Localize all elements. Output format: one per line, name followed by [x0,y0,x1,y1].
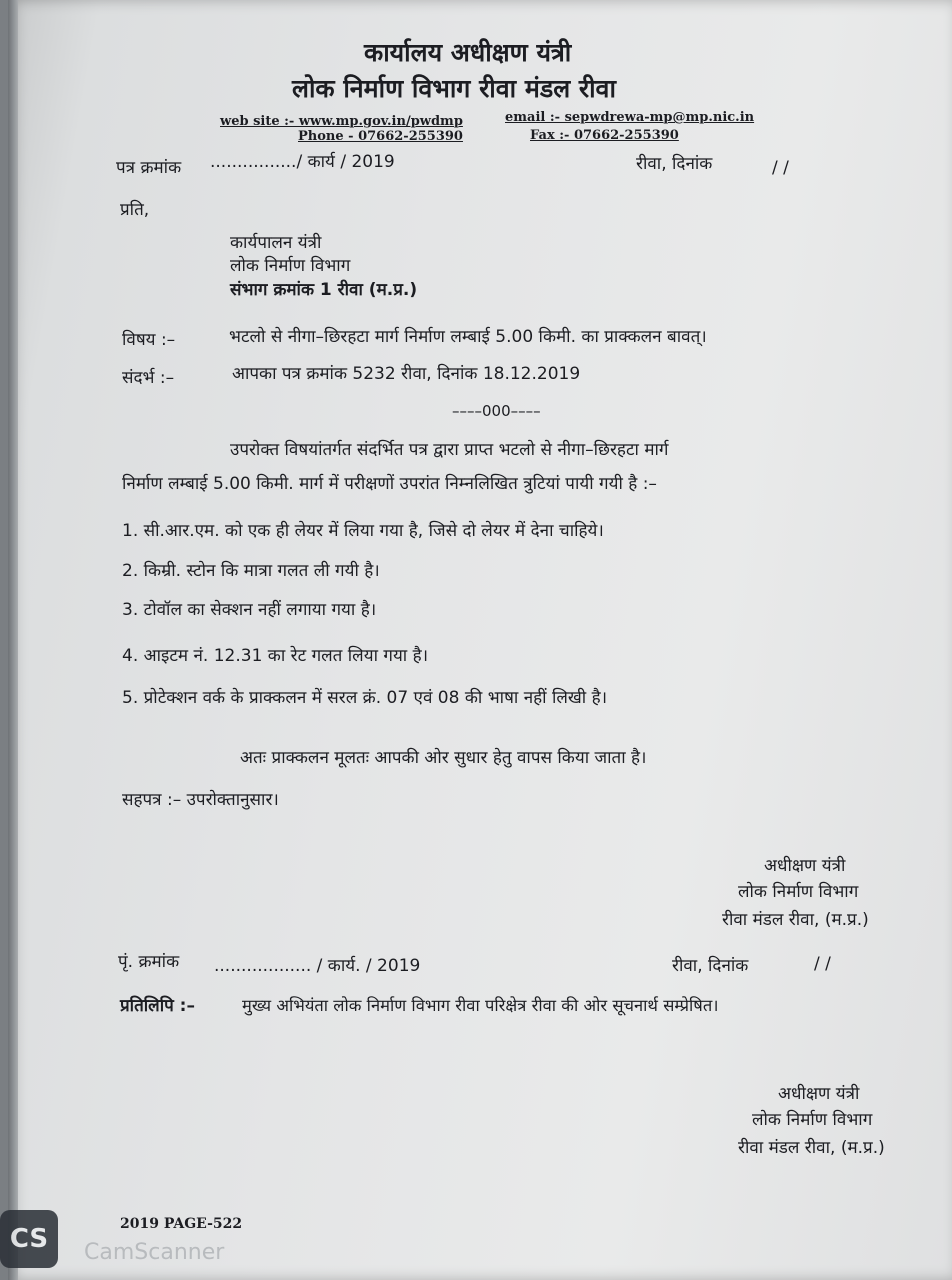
reference-text: आपका पत्र क्रमांक 5232 रीवा, दिनांक 18.12.2019 [232,364,581,384]
website-text: web site :- www.mp.gov.in/pwdmp [220,114,463,129]
office-title: कार्यालय अधीक्षण यंत्री [364,38,572,67]
paper-edge [8,0,18,1280]
enclosure-text: सहपत्र :– उपरोक्तानुसार। [122,790,279,810]
ref-label: पत्र क्रमांक [116,158,182,178]
point-3: 3. टोवॉल का सेक्शन नहीं लगाया गया है। [122,600,377,620]
copy-place-date: रीवा, दिनांक [672,956,749,976]
recipient-line-1: कार्यपालन यंत्री [230,233,322,253]
subject-text: भटलो से नीगा–छिरहटा मार्ग निर्माण लम्बाई 5.00 किमी. का प्राक्कलन बावत्। [229,327,707,347]
ref-value: ................/ कार्य / 2019 [210,152,395,172]
camscanner-watermark: CamScanner [84,1240,225,1265]
signature-2-line-3: रीवा मंडल रीवा, (म.प्र.) [738,1138,885,1158]
email-text: email :- sepwdrewa-mp@mp.nic.in [505,110,755,125]
copy-ref-label: पृं. क्रमांक [118,952,180,972]
signature-2-line-2: लोक निर्माण विभाग [752,1110,873,1130]
recipient-line-2: लोक निर्माण विभाग [230,256,351,276]
to-label: प्रति, [120,200,150,220]
point-4: 4. आइटम नं. 12.31 का रेट गलत लिया गया है। [122,646,429,666]
page-code: 2019 PAGE-522 [120,1216,243,1232]
fax-text: Fax :- 07662-255390 [530,128,679,143]
point-1: 1. सी.आर.एम. को एक ही लेयर में लिया गया है, जिसे दो लेयर में देना चाहिये। [122,521,604,541]
intro-line-2: निर्माण लम्बाई 5.00 किमी. मार्ग में परीक्षणों उपरांत निम्नलिखित त्रुटियां पायी गयी है :– [122,474,657,494]
camscanner-logo-icon: CS [0,1210,58,1268]
cc-label: प्रतिलिपि :– [120,996,195,1016]
subject-label: विषय :– [122,330,176,350]
signature-2-line-1: अधीक्षण यंत्री [778,1084,860,1104]
signature-1-line-3: रीवा मंडल रीवा, (म.प्र.) [722,910,869,930]
date-slashes: / / [772,158,789,178]
copy-ref-value: .................. / कार्य. / 2019 [214,956,421,976]
separator: ––––000–––– [452,402,541,420]
signature-1-line-1: अधीक्षण यंत्री [764,856,846,876]
place-date: रीवा, दिनांक [636,154,713,174]
conclusion-text: अतः प्राक्कलन मूलतः आपकी ओर सुधार हेतु वापस किया जाता है। [240,748,647,768]
intro-line-1: उपरोक्त विषयांतर्गत संदर्भित पत्र द्वारा प्राप्त भटलो से नीगा–छिरहटा मार्ग [230,440,669,460]
copy-date-slashes: / / [814,954,831,974]
point-2: 2. किम्री. स्टोन कि मात्रा गलत ली गयी है। [122,561,380,581]
signature-1-line-2: लोक निर्माण विभाग [738,882,859,902]
department-title: लोक निर्माण विभाग रीवा मंडल रीवा [292,74,616,103]
reference-label: संदर्भ :– [122,368,175,388]
recipient-line-3: संभाग क्रमांक 1 रीवा (म.प्र.) [230,280,418,300]
point-5: 5. प्रोटेक्शन वर्क के प्राक्कलन में सरल क्रं. 07 एवं 08 की भाषा नहीं लिखी है। [122,688,608,708]
cc-text: मुख्य अभियंता लोक निर्माण विभाग रीवा परिक्षेत्र रीवा की ओर सूचनार्थ सम्प्रेषित। [242,996,719,1015]
phone-text: Phone - 07662-255390 [298,129,463,144]
